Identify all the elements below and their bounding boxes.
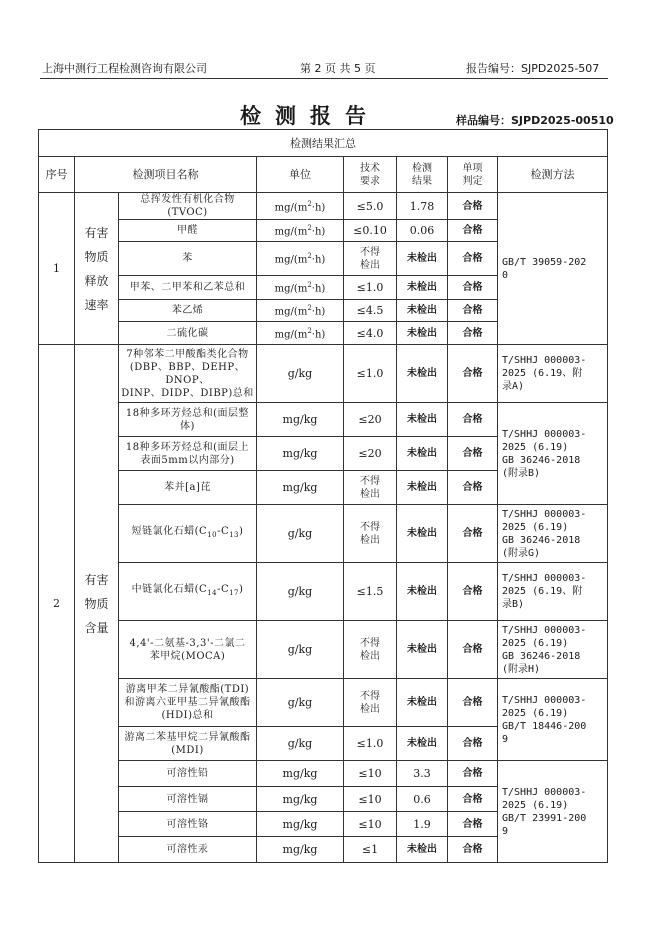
method-g1 [498,193,608,345]
requirement [344,242,397,276]
unit: mg/kg [257,837,344,863]
item-sub2: 17 [229,589,240,597]
item-name-l1: 游离二苯基甲烷二异氰酸酯 [124,731,251,743]
judgement: 合格 [448,761,498,787]
col-method: 检测方法 [498,157,608,193]
unit: g/kg [257,621,344,679]
col-requirement-l1: 技术 [360,162,380,174]
requirement: ≤10 [344,761,397,787]
method-m5-l1: T/SHHJ 000003- [502,624,587,636]
judgement: 合格 [448,505,498,563]
item-name [119,505,257,563]
unit [257,193,344,220]
requirement: ≤1.0 [344,345,397,403]
col-unit: 单位 [257,157,344,193]
item-post: ) [239,584,244,595]
item-name-l3: DINP、DIDP、DIBP)总和 [121,387,254,399]
method-m6-l3: GB/T 18446-200 [502,720,587,732]
requirement-l1: 不得 [360,521,380,533]
table-caption: 检测结果汇总 [39,130,608,157]
judgement: 合格 [448,812,498,837]
unit-sup: 2 [307,252,312,261]
method-m6-l1: T/SHHJ 000003- [502,694,587,706]
requirement: ≤1.0 [344,276,397,300]
report-number-value: SJPD2025-507 [521,62,600,75]
unit [257,242,344,276]
header-divider [40,78,608,79]
unit [257,300,344,322]
item-name [119,621,257,679]
col-judgement [448,157,498,193]
judgement: 合格 [448,322,498,345]
col-result-l1: 检测 [412,162,432,174]
item-sub1: 14 [207,589,218,597]
result: 未检出 [397,345,448,403]
judgement: 合格 [448,403,498,437]
requirement: ≤20 [344,437,397,471]
group1-cat-l3: 释放 [84,273,109,288]
unit: mg/kg [257,403,344,437]
method-m2-l4: (附录B) [502,467,541,479]
unit [257,276,344,300]
unit-main: mg/(m [274,202,308,214]
result: 未检出 [397,242,448,276]
requirement: ≤10 [344,812,397,837]
method-m7-l3: GB/T 23991-200 [502,812,587,824]
col-result [397,157,448,193]
method-m3-l1: T/SHHJ 000003- [502,508,587,520]
judgement: 合格 [448,193,498,220]
item-name-l1: 18种多环芳烃总和(面层上 [125,441,250,453]
item-name-l1: 18种多环芳烃总和(面层整 [125,407,250,419]
unit: mg/kg [257,437,344,471]
unit-main: mg/(m [274,306,308,318]
item-name-l1: 4,4'-二氨基-3,3'-二氯二 [129,637,246,649]
col-judgement-l2: 判定 [462,175,483,187]
result: 未检出 [397,300,448,322]
unit-tail: ·h) [311,329,326,341]
requirement-l1: 不得 [360,246,380,258]
unit-tail: ·h) [311,226,326,238]
table-row [39,761,608,787]
judgement: 合格 [448,220,498,242]
item-pre: 中链氯化石蜡(C [131,584,208,595]
method-m3 [498,505,608,563]
unit-sup: 2 [307,199,312,208]
item-name-l2: 表面5mm以内部分) [140,454,235,466]
group2-cat-l1: 有害 [84,572,109,587]
group2-category [75,345,119,863]
method-m2-l2: 2025 (6.19) [502,441,569,453]
requirement: ≤4.5 [344,300,397,322]
method-m1-l2: 2025 (6.19、附 [502,368,583,379]
judgement: 合格 [448,300,498,322]
requirement: ≤4.0 [344,322,397,345]
item-name: 可溶性铅 [119,761,257,787]
item-post: ) [239,526,244,537]
method-m4 [498,563,608,621]
page-indicator: 第 2 页 共 5 页 [300,62,376,75]
unit-tail: ·h) [311,202,326,214]
table-row [39,505,608,563]
unit [257,220,344,242]
unit-sup: 2 [307,304,312,313]
judgement: 合格 [448,679,498,727]
page-title: 检测报告 [240,104,380,128]
group2-cat-l3: 含量 [84,620,109,635]
method-m7-l4: 9 [502,825,509,837]
method-m4-l3: 录B) [502,599,525,610]
requirement: ≤5.0 [344,193,397,220]
unit-main: mg/(m [274,329,308,341]
results-table [38,129,608,863]
judgement: 合格 [448,727,498,761]
judgement: 合格 [448,437,498,471]
item-sub2: 13 [229,531,240,539]
unit-sup: 2 [307,326,312,335]
unit-main: mg/(m [274,254,308,266]
item-name: 苯乙烯 [119,300,257,322]
table-row [39,345,608,403]
result: 0.6 [397,787,448,812]
result: 未检出 [397,727,448,761]
method-m5-l3: GB 36246-2018 [502,650,581,662]
col-result-l2: 结果 [412,175,432,187]
unit: mg/kg [257,471,344,505]
judgement: 合格 [448,345,498,403]
result: 未检出 [397,322,448,345]
method-m3-l4: (附录G) [502,547,541,559]
item-name: 可溶性汞 [119,837,257,863]
unit: g/kg [257,505,344,563]
judgement: 合格 [448,837,498,863]
method-m2-l3: GB 36246-2018 [502,454,581,466]
item-mid: -C [217,584,230,595]
result: 未检出 [397,437,448,471]
result: 未检出 [397,563,448,621]
table-header-row [39,157,608,193]
result: 未检出 [397,403,448,437]
requirement-l2: 检出 [360,259,380,271]
method-m2-l1: T/SHHJ 000003- [502,428,587,440]
method-m6-l2: 2025 (6.19) [502,707,569,719]
item-name [119,437,257,471]
col-requirement-l2: 要求 [360,175,380,187]
group1-cat-l2: 物质 [84,249,109,264]
requirement-l2: 检出 [360,488,380,500]
table-row [39,193,608,220]
item-name-l2: (MDI) [171,744,204,756]
result: 未检出 [397,505,448,563]
unit-sup: 2 [307,281,312,290]
judgement: 合格 [448,787,498,812]
requirement: ≤20 [344,403,397,437]
item-name-l3: (HDI)总和 [161,710,214,721]
group2-no: 2 [39,345,75,863]
requirement-l1: 不得 [360,475,380,487]
method-m5-l2: 2025 (6.19) [502,637,569,649]
item-sub1: 10 [207,531,218,539]
judgement: 合格 [448,242,498,276]
item-name: 甲苯、二甲苯和乙苯总和 [119,276,257,300]
item-name [119,563,257,621]
item-name [119,403,257,437]
group1-cat-l1: 有害 [84,225,109,240]
col-no: 序号 [39,157,75,193]
result: 0.06 [397,220,448,242]
report-number-label: 报告编号： [466,62,521,75]
result: 1.9 [397,812,448,837]
requirement [344,471,397,505]
unit-tail: ·h) [311,306,326,318]
unit-sup: 2 [307,224,312,233]
item-name: 苯并[a]芘 [119,471,257,505]
sample-number-label: 样品编号： [456,114,511,127]
method-m7 [498,761,608,863]
unit-main: mg/(m [274,226,308,238]
item-name-l2: 体) [180,420,195,432]
item-name: 二硫化碳 [119,322,257,345]
item-name [119,345,257,403]
unit: mg/kg [257,761,344,787]
method-m7-l2: 2025 (6.19) [502,799,569,811]
item-name: 苯 [119,242,257,276]
item-pre: 短链氯化石蜡(C [131,526,208,537]
unit: mg/kg [257,812,344,837]
unit: g/kg [257,345,344,403]
group2-cat-l2: 物质 [84,596,109,611]
item-name: 可溶性镉 [119,787,257,812]
method-m6 [498,679,608,761]
requirement [344,679,397,727]
item-name: 总挥发性有机化合物(TVOC) [119,193,257,220]
col-item: 检测项目名称 [75,157,257,193]
unit [257,322,344,345]
requirement: ≤0.10 [344,220,397,242]
result: 未检出 [397,837,448,863]
judgement: 合格 [448,471,498,505]
method-m2 [498,403,608,505]
requirement: ≤1.0 [344,727,397,761]
item-mid: -C [217,526,230,537]
group1-no: 1 [39,193,75,345]
sample-number-value: SJPD2025-00510 [511,114,614,127]
requirement-l2: 检出 [360,703,380,715]
unit-tail: ·h) [311,283,326,295]
item-name [119,679,257,727]
requirement: ≤10 [344,787,397,812]
method-g1-l2: 0 [502,269,509,281]
requirement: ≤1.5 [344,563,397,621]
method-m1-l1: T/SHHJ 000003- [502,355,587,366]
requirement-l1: 不得 [360,690,380,702]
unit: g/kg [257,727,344,761]
item-name-l1: 7种邻苯二甲酸酯类化合物 [126,348,249,360]
method-m5 [498,621,608,679]
method-m1 [498,345,608,403]
judgement: 合格 [448,276,498,300]
result: 未检出 [397,679,448,727]
result: 1.78 [397,193,448,220]
requirement-l2: 检出 [360,534,380,546]
table-row [39,563,608,621]
result: 未检出 [397,471,448,505]
item-name-l2: 苯甲烷(MOCA) [149,650,226,662]
col-judgement-l1: 单项 [462,162,483,174]
requirement-l1: 不得 [360,637,380,649]
judgement: 合格 [448,563,498,621]
item-name-l2: (DBP、BBP、DEHP、DNOP、 [129,361,246,386]
method-m7-l1: T/SHHJ 000003- [502,786,587,798]
method-m6-l4: 9 [502,733,509,745]
item-name-l1: 游离甲苯二异氰酸酯(TDI) [125,684,250,695]
table-row [39,621,608,679]
unit: g/kg [257,679,344,727]
result: 未检出 [397,276,448,300]
requirement [344,621,397,679]
item-name: 甲醛 [119,220,257,242]
unit-main: mg/(m [274,283,308,295]
method-m1-l3: 录A) [502,381,525,392]
table-row [39,403,608,437]
method-m5-l4: (附录H) [502,663,541,675]
group1-category [75,193,119,345]
table-row [39,679,608,727]
method-m4-l2: 2025 (6.19、附 [502,586,583,597]
col-requirement [344,157,397,193]
requirement-l2: 检出 [360,650,380,662]
result: 未检出 [397,621,448,679]
unit: g/kg [257,563,344,621]
method-g1-l1: GB/T 39059-202 [502,256,587,268]
result: 3.3 [397,761,448,787]
unit-tail: ·h) [311,254,326,266]
requirement [344,505,397,563]
company-name: 上海中测行工程检测咨询有限公司 [42,62,207,75]
unit: mg/kg [257,787,344,812]
sample-number [456,112,614,128]
item-name-l2: 和游离六亚甲基二异氰酸酯 [124,697,251,708]
report-number [466,60,599,76]
method-m4-l1: T/SHHJ 000003- [502,573,587,584]
method-m3-l3: GB 36246-2018 [502,534,581,546]
item-name [119,727,257,761]
item-name: 可溶性铬 [119,812,257,837]
group1-cat-l4: 速率 [84,297,109,312]
method-m3-l2: 2025 (6.19) [502,521,569,533]
requirement: ≤1 [344,837,397,863]
judgement: 合格 [448,621,498,679]
